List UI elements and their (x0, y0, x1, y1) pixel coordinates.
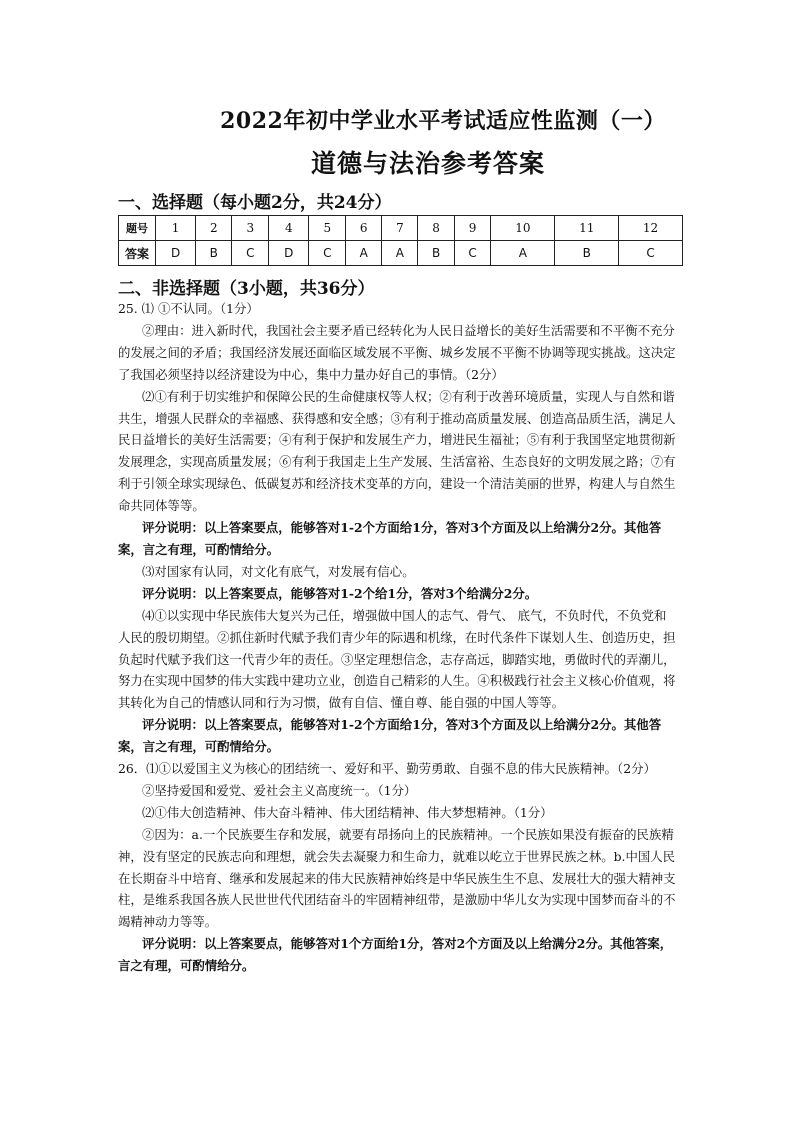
table-cell: 5 (309, 216, 346, 241)
table-cell: A (382, 241, 418, 266)
table-cell: C (309, 241, 346, 266)
table-cell: 2 (196, 216, 232, 241)
answer-paragraph: ②理由：进入新时代，我国社会主要矛盾已经转化为人民日益增长的美好生活需要和不平衡不充分的发展之间的矛盾；我国经济发展还面临区域发展不平衡、城乡发展不平衡不协调等现实挑战。这决定了我国必须坚持以经济建设为中心，集中力量办好自己的事情。（2分） (118, 322, 676, 382)
table-cell: 11 (555, 216, 619, 241)
table-cell: 8 (418, 216, 454, 241)
table-cell: 1 (156, 216, 196, 241)
table-cell: B (418, 241, 454, 266)
answer-table (118, 215, 683, 266)
answer-paragraph: ②坚持爱国和爱党、爱社会主义高度统一。（1分） (142, 782, 417, 798)
answer-paragraph: 25. ⑴ ①不认同。（1分） (118, 301, 259, 316)
table-cell: B (196, 241, 232, 266)
answer-paragraph: 26．⑴①以爱国主义为核心的团结统一、爱好和平、勤劳勇敢、自强不息的伟大民族精神。（2分） (118, 761, 656, 777)
table-cell: C (619, 241, 683, 266)
table-cell: A (491, 241, 555, 266)
scoring-note: 评分说明：以上答案要点，能够答对1-2个方面给1分，答对3个方面及以上给满分2分。其他答案，言之有理，可酌情给分。 (118, 520, 662, 557)
page-subtitle: 道德与法治参考答案 (310, 149, 545, 178)
table-row-answers (119, 241, 683, 266)
scoring-note: 评分说明：以上答案要点，能够答对1-2个方面给1分，答对3个方面及以上给满分2分。其他答案，言之有理，可酌情给分。 (118, 717, 662, 755)
answer-paragraph: ⑵①伟大创造精神、伟大奋斗精神、伟大团结精神、伟大梦想精神。（1分） (142, 804, 553, 820)
table-cell: C (454, 241, 491, 266)
page-title: 2022年初中学业水平考试适应性监测（一） (220, 108, 666, 134)
table-cell: 7 (382, 216, 418, 241)
answer-paragraph: ⑶对国家有认同，对文化有底气，对发展有信心。 (142, 563, 415, 579)
scoring-note: 评分说明：以上答案要点，能够答对1-2个给1分，答对3个给满分2分。 (142, 585, 538, 601)
table-cell: 6 (346, 216, 382, 241)
table-cell: 9 (454, 216, 491, 241)
table-cell: 4 (269, 216, 309, 241)
table-cell: 12 (619, 216, 683, 241)
table-cell: B (555, 241, 619, 266)
scoring-note: 评分说明：以上答案要点，能够答对1个方面给1分，答对2个方面及以上给满分2分。其他答案，言之有理，可酌情给分。 (118, 936, 673, 974)
table-cell: 3 (232, 216, 269, 241)
section-heading-nonchoice: 二、非选择题（3小题，共36分） (118, 279, 375, 299)
table-cell: C (232, 241, 269, 266)
table-cell: A (346, 241, 382, 266)
table-header-cell: 答案 (119, 241, 156, 266)
section-heading-choice: 一、选择题（每小题2分，共24分） (118, 193, 392, 213)
table-header-cell: 题号 (119, 216, 156, 241)
table-cell: 10 (491, 216, 555, 241)
answer-paragraph: ⑷①以实现中华民族伟大复兴为己任，增强做中国人的志气、骨气、 底气，不负时代，不负党和人民的殷切期望。②抓住新时代赋予我们青少年的际遇和机缘，在时代条件下谋划人生、创造历史，担负起时代赋予我们这一代青少年的责任。③坚定理想信念，志存高远，脚踏实地，勇做时代的弄潮儿，努力在实现中国梦的伟大实践中建功立业，创造自己精彩的人生。④积极践行社会主义核心价值观，将其转化为自己的情感认同和行为习惯，做有自信、懂自尊、能自强的中国人等等。 (118, 607, 676, 711)
answer-paragraph: ②因为：a.一个民族要生存和发展，就要有昂扬向上的民族精神。一个民族如果没有振奋的民族精神，没有坚定的民族志向和理想，就会失去凝聚力和生命力，就难以屹立于世界民族之林。b.中国人民在长期奋斗中培育、继承和发展起来的伟大民族精神始终是中华民族生生不息、发展壮大的强大精神支柱，是维系我国各族人民世世代代团结奋斗的牢固精神纽带，是激励中华儿女为实现中国梦而奋斗的不竭精神动力等等。 (118, 826, 676, 930)
answer-body (118, 298, 678, 977)
table-cell: D (156, 241, 196, 266)
table-cell: D (269, 241, 309, 266)
table-row-numbers (119, 216, 683, 241)
answer-paragraph: ⑵①有利于切实维护和保障公民的生命健康权等人权；②有利于改善环境质量，实现人与自然和谐共生，增强人民群众的幸福感、获得感和安全感；③有利于推动高质量发展、创造高品质生活，满足人民日益增长的美好生活需要；④有利于保护和发展生产力，增进民生福祉；⑤有利于我国坚定地贯彻新发展理念，实现高质量发展；⑥有利于我国走上生产发展、生活富裕、生态良好的文明发展之路；⑦有利于引领全球实现绿色、低碳复苏和经济技术变革的方向，建设一个清洁美丽的世界，构建人与自然生命共同体等等。 (118, 388, 676, 514)
